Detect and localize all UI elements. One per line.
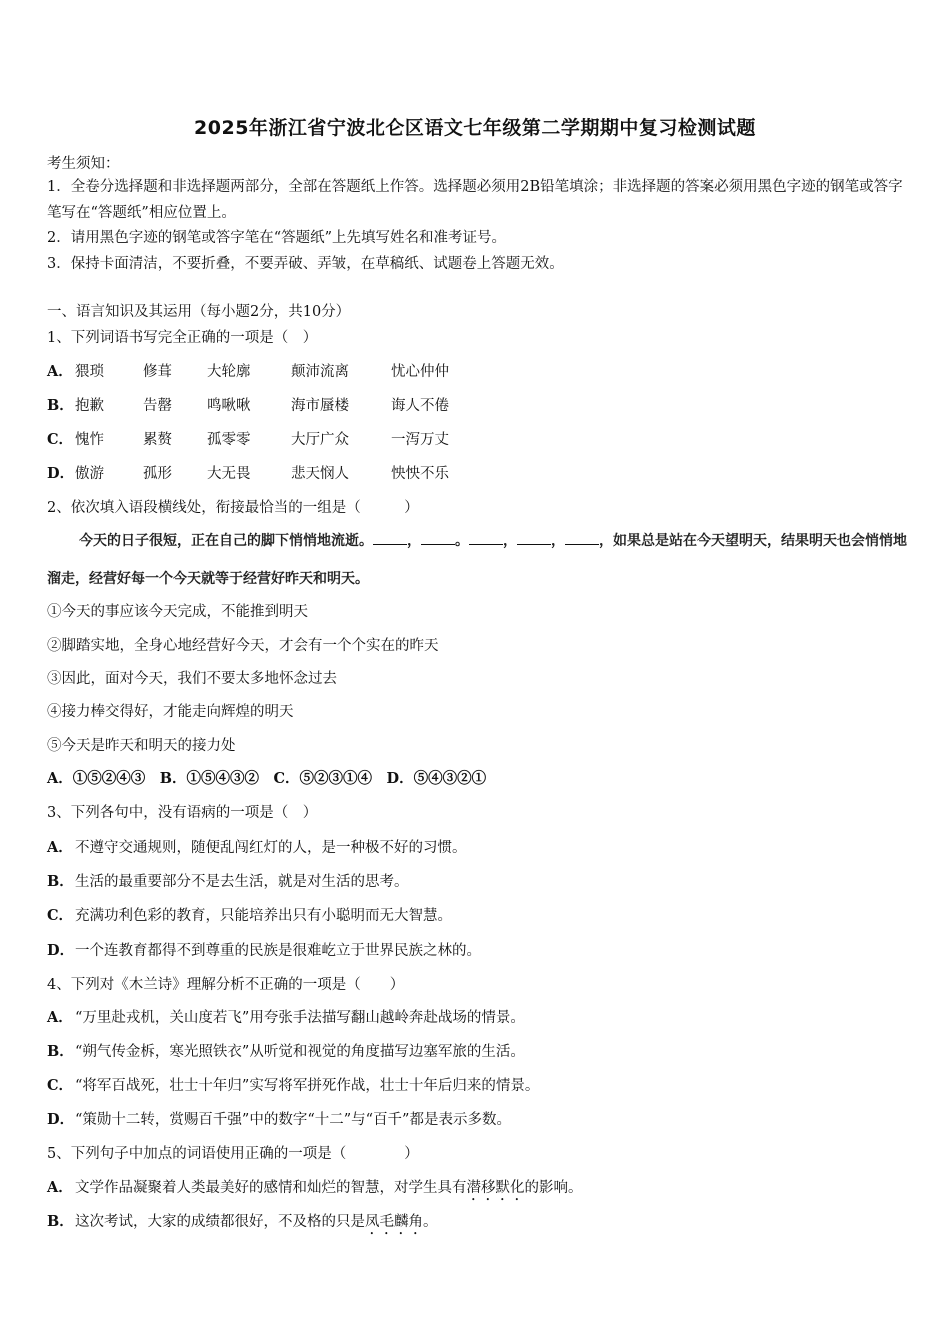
q4-option-d: D．“策勋十二转，赏赐百千强”中的数字“十二”与“百千”都是表示多数。 xyxy=(47,1111,511,1128)
q5-option-a: A． 文学作品凝聚着人类最美好的感情和灿烂的智慧，对学生具有潜移默化的影响。 xyxy=(47,1179,583,1196)
blank-5 xyxy=(565,532,599,545)
blank-4 xyxy=(517,532,551,545)
q2-passage: 今天的日子很短，正在自己的脚下悄悄地流逝。 ， 。 ， ， ，如果总是站在今天望明天，结果明天也会悄悄地溜走，经营好每一个今天就等于经营好昨天和明天。 xyxy=(47,533,907,587)
notice-item-2: 2．请用黑色字迹的钢笔或答字笔在“答题纸”上先填写姓名和准考证号。 xyxy=(47,230,507,246)
q3-option-c: C． 充满功利色彩的教育，只能培养出只有小聪明而无大智慧。 xyxy=(47,907,452,924)
dotted-phrase: 潜移默化 xyxy=(466,1180,525,1196)
question-4-stem: 4、下列对《木兰诗》理解分析不正确的一项是（ ） xyxy=(47,977,405,993)
q4-option-c: C． “将军百战死，壮士十年归”实写将军拼死作战，壮士十年后归来的情景。 xyxy=(47,1077,540,1094)
notice-item-1: 1．全卷分选择题和非选择题两部分，全部在答题纸上作答。选择题必须用2B铅笔填涂；非选择题的答案必须用黑色字迹的钢笔或答字笔写在“答题纸”相应位置上。 xyxy=(47,179,903,221)
question-2-stem: 2、依次填入语段横线处，衔接最恰当的一组是（ ） xyxy=(47,500,419,516)
q4-option-b: B．“朔气传金柝，寒光照铁衣”从听觉和视觉的角度描写边塞军旅的生活。 xyxy=(47,1043,525,1060)
section-heading: 一、语言知识及其运用（每小题2分，共10分） xyxy=(47,304,351,320)
question-1-stem: 1、下列词语书写完全正确的一项是（ ） xyxy=(47,330,318,346)
dotted-phrase: 凤毛麟角 xyxy=(365,1214,423,1230)
q2-choices: A．①⑤②④③ B．①⑤④③② C．⑤②③①④ D．⑤④③②① xyxy=(47,770,487,787)
q1-option-c: C． 愧怍 累赘 孤零零 大厅广众 一泻万丈 xyxy=(47,431,449,448)
q4-option-a: A． “万里赴戎机，关山度若飞”用夸张手法描写翻山越岭奔赴战场的情景。 xyxy=(47,1009,525,1026)
q2-sentence-4: ④接力棒交得好，才能走向辉煌的明天 xyxy=(47,704,294,720)
notice-item-3: 3．保持卡面清洁，不要折叠，不要弄破、弄皱，在草稿纸、试题卷上答题无效。 xyxy=(47,256,564,272)
blank-3 xyxy=(469,532,503,545)
page-title: 2025年浙江省宁波北仑区语文七年级第二学期期中复习检测试题 xyxy=(194,117,756,139)
q2-sentence-2: ②脚踏实地，全身心地经营好今天，才会有一个个实在的昨天 xyxy=(47,638,439,654)
question-3-stem: 3、下列各句中，没有语病的一项是（ ） xyxy=(47,805,318,821)
q1-option-a: A． 猥琐 修葺 大轮廓 颠沛流离 忧心仲仲 xyxy=(47,363,449,380)
q2-sentence-5: ⑤今天是昨天和明天的接力处 xyxy=(47,738,236,754)
question-5-stem: 5、下列句子中加点的词语使用正确的一项是（ ） xyxy=(47,1146,419,1162)
blank-2 xyxy=(421,532,455,545)
q3-option-a: A． 不遵守交通规则，随便乱闯红灯的人，是一种极不好的习惯。 xyxy=(47,839,467,856)
notice-heading: 考生须知： xyxy=(47,156,120,172)
q5-option-b: B．这次考试，大家的成绩都很好，不及格的只是凤毛麟角。 xyxy=(47,1213,438,1230)
q1-option-d: D．傲游 孤形 大无畏 悲天悯人 怏怏不乐 xyxy=(47,465,449,482)
q2-sentence-3: ③因此，面对今天，我们不要太多地怀念过去 xyxy=(47,671,337,687)
q3-option-b: B．生活的最重要部分不是去生活，就是对生活的思考。 xyxy=(47,873,409,890)
blank-1 xyxy=(373,532,407,545)
q1-option-b: B．抱歉 告罄 鸣啾啾 海市蜃楼 诲人不倦 xyxy=(47,397,449,414)
q3-option-d: D．一个连教育都得不到尊重的民族是很难屹立于世界民族之林的。 xyxy=(47,942,481,959)
q2-sentence-1: ①今天的事应该今天完成，不能推到明天 xyxy=(47,604,308,620)
